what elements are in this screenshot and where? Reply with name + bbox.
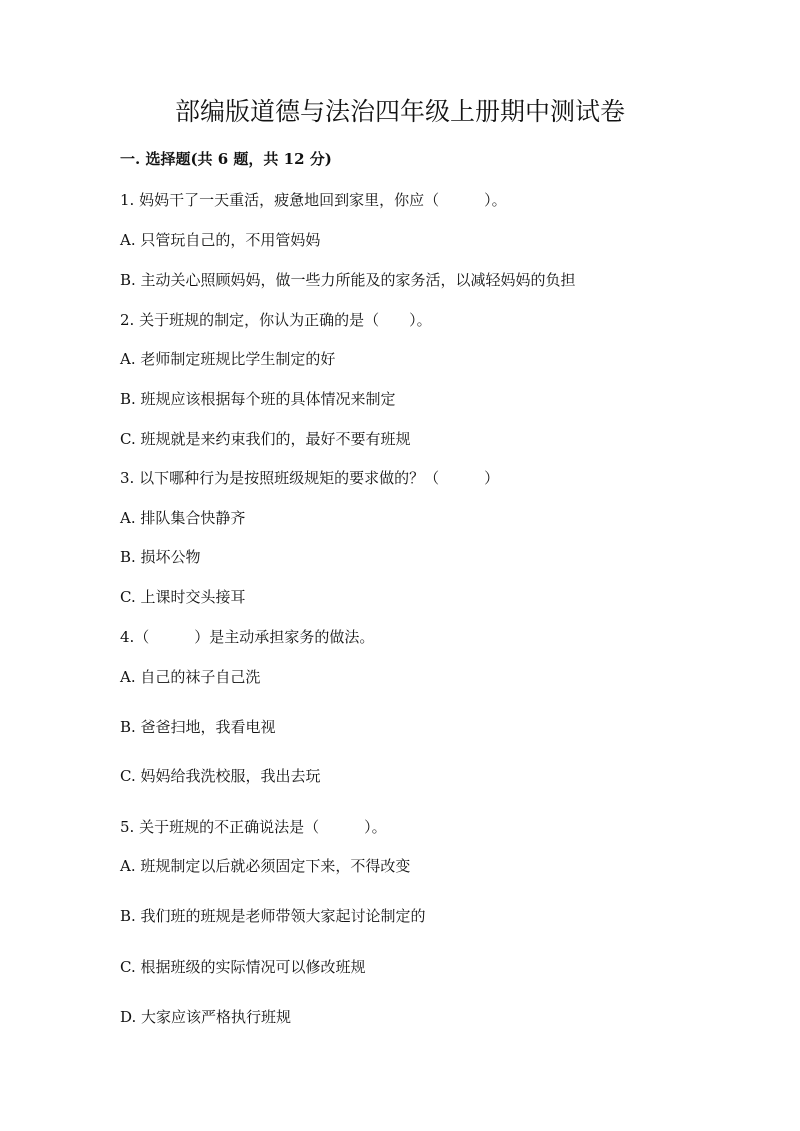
question-5-option-b: B. 我们班的班规是老师带领大家起讨论制定的 <box>120 907 426 925</box>
question-3-option-c: C. 上课时交头接耳 <box>120 588 246 606</box>
question-4-option-a: A. 自己的袜子自己洗 <box>120 668 261 686</box>
exam-title: 部编版道德与法治四年级上册期中测试卷 <box>174 97 625 126</box>
question-5-stem: 5. 关于班规的不正确说法是（ ）。 <box>120 818 387 836</box>
question-1-stem: 1. 妈妈干了一天重活，疲惫地回到家里，你应（ ）。 <box>120 191 507 209</box>
question-4-option-c: C. 妈妈给我洗校服，我出去玩 <box>120 767 321 785</box>
question-3-stem: 3. 以下哪种行为是按照班级规矩的要求做的？（ ） <box>120 469 500 487</box>
question-3-option-a: A. 排队集合快静齐 <box>120 509 246 527</box>
question-5-option-c: C. 根据班级的实际情况可以修改班规 <box>120 958 366 976</box>
question-1-option-a: A. 只管玩自己的，不用管妈妈 <box>120 231 321 249</box>
question-5-option-d: D. 大家应该严格执行班规 <box>120 1008 292 1026</box>
question-4-option-b: B. 爸爸扫地，我看电视 <box>120 718 276 736</box>
question-3-option-b: B. 损坏公物 <box>120 548 201 566</box>
question-2-stem: 2. 关于班规的制定，你认为正确的是（ ）。 <box>120 311 432 329</box>
question-2-option-a: A. 老师制定班规比学生制定的好 <box>120 350 336 368</box>
question-4-stem: 4.（ ）是主动承担家务的做法。 <box>120 628 375 646</box>
question-5-option-a: A. 班规制定以后就必须固定下来，不得改变 <box>120 857 411 875</box>
question-1-option-b: B. 主动关心照顾妈妈，做一些力所能及的家务活，以减轻妈妈的负担 <box>120 271 576 289</box>
question-2-option-c: C. 班规就是来约束我们的，最好不要有班规 <box>120 430 411 448</box>
section-heading-multiple-choice: 一. 选择题(共 6 题，共 12 分) <box>120 150 332 168</box>
question-2-option-b: B. 班规应该根据每个班的具体情况来制定 <box>120 390 396 408</box>
